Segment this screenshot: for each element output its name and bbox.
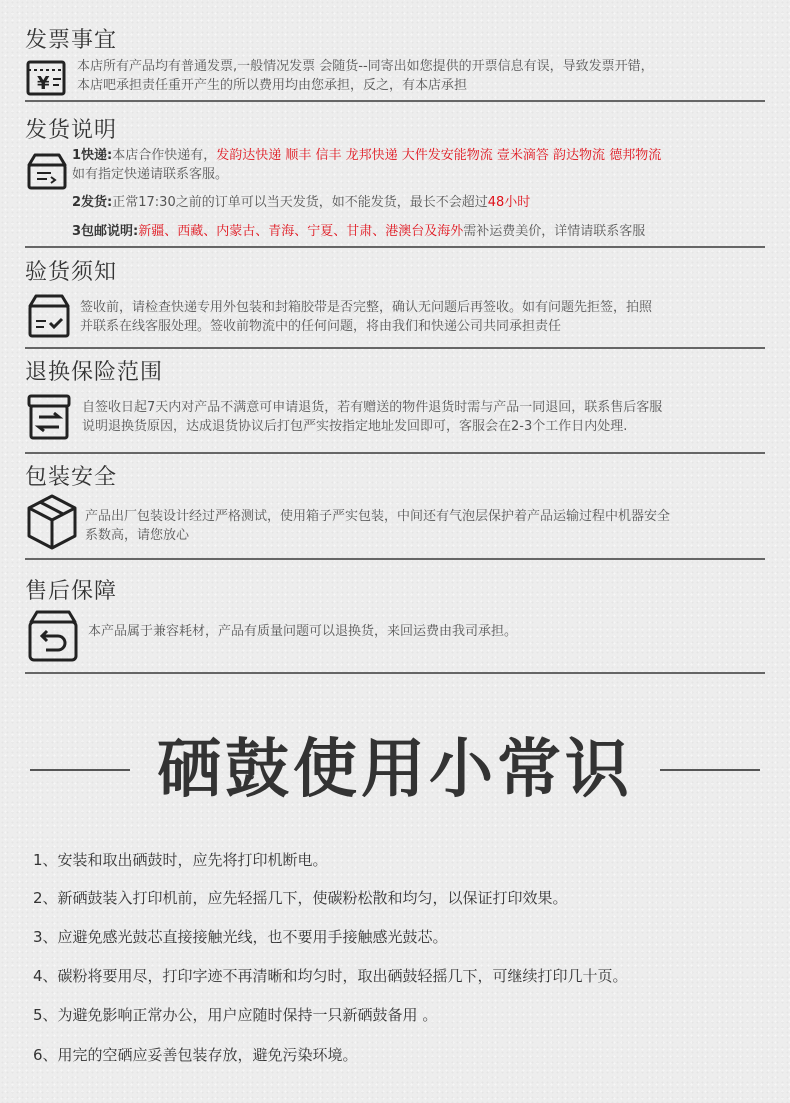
svg-text:¥: ¥ — [37, 73, 50, 94]
tip-item: 6、用完的空硒应妥善包装存放，避免污染环境。 — [33, 1046, 358, 1064]
inspect-line-1: 签收前，请检查快递专用外包装和封箱胶带是否完整，确认无问题后再签收。如有问题先拒签，拍照 — [80, 300, 653, 315]
delivery-box-icon — [25, 151, 69, 191]
packaging-line-1: 产品出厂包装设计经过严格测试，使用箱子严实包装，中间还有气泡层保护着产品运输过程中机器安全 — [85, 509, 671, 524]
tip-item: 4、碳粉将要用尽，打印字迹不再清晰和均匀时，取出硒鼓轻摇几下，可继续打印几十页。 — [33, 967, 628, 985]
aftersales-title: 售后保障 — [25, 579, 118, 604]
tip-item: 1、安装和取出硒鼓时，应先将打印机断电。 — [33, 851, 328, 869]
invoice-line-2: 本店吧承担责任重开产生的所以费用均由您承担，反之，有本店承担 — [77, 78, 468, 93]
invoice-receipt-icon — [25, 59, 69, 97]
divider — [25, 100, 765, 102]
return-box-icon — [25, 608, 81, 664]
shipping-courier-line-2: 如有指定快递请联系客服。 — [72, 167, 229, 182]
shipping-courier-line — [72, 146, 661, 165]
returns-title: 退换保险范围 — [25, 360, 164, 385]
shipping-p3-label: 3包邮说明: — [72, 224, 139, 239]
packaging-title: 包装安全 — [25, 465, 118, 490]
shipping-p1-text: 本店合作快递有， — [112, 148, 217, 163]
tip-item: 3、应避免感光鼓芯直接接触光线，也不要用手接触感光鼓芯。 — [33, 928, 448, 946]
shipping-max-hours: 48小时 — [487, 195, 531, 210]
invoice-line-1: 本店所有产品均有普通发票,一般情况发票 会随货--同寄出如您提供的开票信息有误，导致发票开错， — [77, 59, 654, 74]
shipping-title: 发货说明 — [25, 118, 118, 143]
divider — [25, 246, 765, 248]
divider — [25, 452, 765, 454]
packaging-line-2: 系数高，请您放心 — [85, 528, 190, 543]
packaging-section — [25, 464, 765, 543]
shipping-courier-list: 发韵达快递 顺丰 信丰 龙邦快递 大件发安能物流 壹米滴答 韵达物流 德邦物流 — [216, 148, 662, 163]
tip-item: 5、为避免影响正常办公，用户应随时保持一只新硒鼓备用 。 — [33, 1006, 438, 1024]
invoice-title: 发票事宜 — [25, 28, 118, 53]
returns-line-2: 说明退换货原因，达成退货协议后打包严实按指定地址发回即可，客服会在2-3个工作日内处理. — [82, 419, 628, 434]
tip-item: 2、新硒鼓装入打印机前，应先轻摇几下，使碳粉松散和均匀，以保证打印效果。 — [33, 889, 568, 907]
inspect-title: 验货须知 — [25, 260, 118, 285]
aftersales-line-1: 本产品属于兼容耗材，产品有质量问题可以退换货，来回运费由我司承担。 — [88, 624, 518, 639]
shipping-p2-label: 2发货: — [72, 195, 113, 210]
shipping-dispatch-line — [72, 193, 530, 212]
inspect-section — [25, 259, 765, 334]
returns-section — [25, 359, 765, 434]
shipping-section — [25, 117, 765, 239]
shipping-p3-text: 需补运费美价，详情请联系客服 — [463, 224, 646, 239]
shipping-p2-text: 正常17:30之前的订单可以当天发货，如不能发货，最长不会超过 — [112, 195, 488, 210]
inspect-line-2: 并联系在线客服处理。签收前物流中的任何问题，将由我们和快递公司共同承担责任 — [80, 319, 562, 334]
package-cube-icon — [25, 492, 79, 552]
shipping-free-line — [72, 222, 645, 241]
returns-line-1: 自签收日起7天内对产品不满意可申请退货，若有赠送的物件退货时需与产品一同退回，联系售后客服 — [82, 400, 663, 415]
invoice-section — [25, 27, 765, 94]
aftersales-section — [25, 578, 765, 639]
shipping-p1-label: 1快递: — [72, 148, 113, 163]
title-dash-right — [660, 769, 760, 771]
divider — [25, 558, 765, 560]
shipping-excluded-regions: 新疆、西藏、内蒙古、青海、宁夏、甘肃、港澳台及海外 — [138, 224, 464, 239]
tips-title: 硒鼓使用小常识 — [157, 733, 633, 807]
divider — [25, 347, 765, 349]
inspect-box-check-icon — [25, 292, 73, 340]
exchange-box-icon — [25, 392, 73, 442]
divider — [25, 672, 765, 674]
